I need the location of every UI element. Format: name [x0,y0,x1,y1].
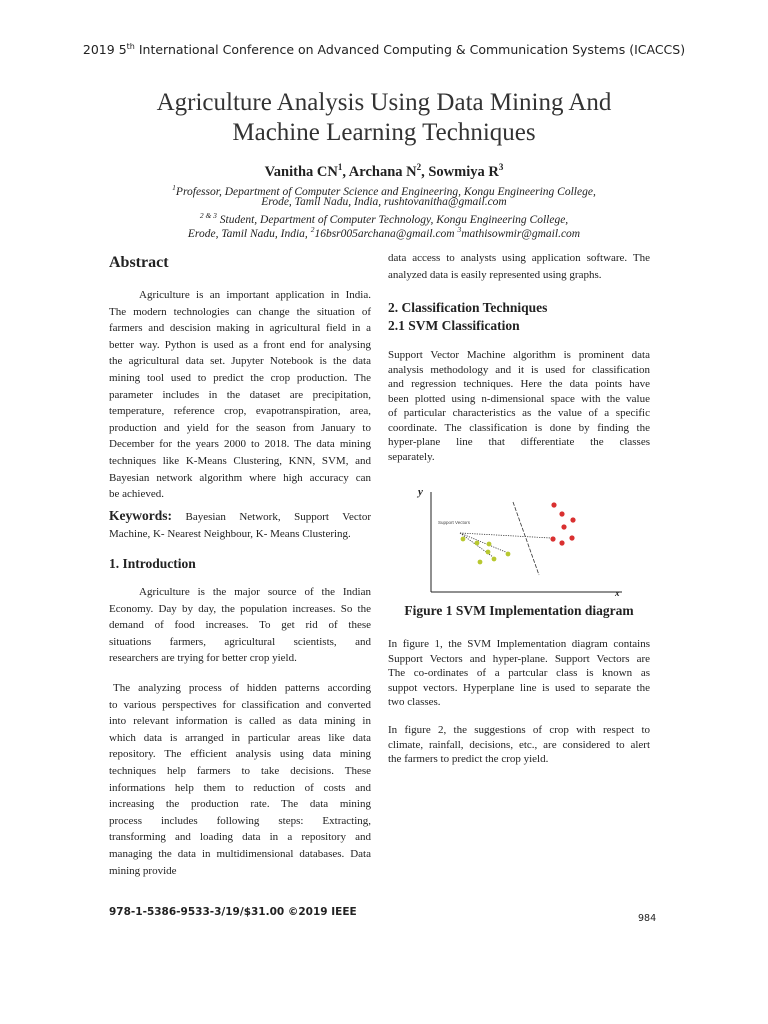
conf-name: International Conference on Advanced Computing & Communication Systems (ICACCS) [134,42,686,58]
intro-line: mining provide [109,864,177,877]
author-1-sup: 1 [337,162,343,172]
fig-line: climate, rainfall, decisions, etc., are considered to alert [388,738,650,751]
keywords-line-1 [109,508,371,526]
svm-diagram [410,482,630,597]
conf-year: 2019 5 [82,42,127,58]
hyperplane-line [513,502,539,575]
fig-line: Support Vectors and hyper-plane. Support Vectors are [388,652,650,665]
aff-3-text: Student, Department of Computer Technology, Kongu Engineering College, [216,213,569,226]
aff-1-text: Professor, Department of Computer Science and Engineering, Kongu Engineering College, [175,185,596,198]
author-1: Vanitha CN [264,163,338,180]
fig-line: two classes. [388,696,441,708]
intro-line: Economy. Day by day, the population increases. So the [109,602,371,615]
fig-line: In figure 2, the suggestions of crop with respect to [388,724,650,736]
aff-4-sup2: 2 [310,225,315,234]
fig-line: The co-ordinates of a partcular class is known as [388,667,650,679]
intro-line: The analyzing process of hidden patterns according [113,682,371,694]
svm-paragraph [388,348,650,464]
abstract-line: temperature, reference crop, evapotranspiration, area, [109,405,371,418]
title-line-2: Machine Learning Techniques [232,119,536,146]
green-point [475,541,480,546]
keywords-text-1: Bayesian Network, Support Vector [172,511,371,523]
keywords [109,508,371,543]
intro-heading: 1. Introduction [109,556,196,571]
fig-line: suppot vectors. Hyperplane line is used to separate the [388,681,650,694]
abstract-line: parameter includes in the dataset are precipitation, [109,388,371,401]
intro-line: process includes following steps: Extracting, [109,814,371,827]
footer-isbn: 978-1-5386-9533-3/19/$31.00 ©2019 IEEE [109,906,357,918]
fig-line: the farmers to predict the crop yield. [388,753,549,765]
intro-line: which data is arranged in particular areas like data [109,731,371,744]
section-2-1-heading: 2.1 SVM Classification [388,318,520,333]
abstract-line: mining tool used to predict the crop production. The [109,371,371,384]
affiliation-line-2: Erode, Tamil Nadu, India, rushtovanitha@gmail.com [261,196,507,208]
author-2-sup: 2 [416,162,422,172]
page-number: 984 [638,913,657,924]
green-point [487,542,492,547]
title-line-1: Agriculture Analysis Using Data Mining And [156,89,612,116]
green-point [478,560,483,565]
abstract-line: farmers and descision making in agricultural field in a [109,322,371,335]
aff-4-a: Erode, Tamil Nadu, India, [187,227,311,240]
intro-line: repository. The efficient analysis using data mining [109,748,371,761]
intro-line: demand of food increases. To get rid of these [109,619,371,632]
intro-paragraph-1 [109,584,371,667]
svm-line: and regression techniques. Here the data points have [388,378,650,390]
sv-arrow [460,533,551,538]
svm-line: Support Vector Machine algorithm is prominent data [388,349,650,361]
red-point [569,535,574,540]
aff-3-sup: 2 & 3 [199,211,217,220]
intro-line: researchers are trying for better crop yield. [109,652,297,665]
abstract-body [109,287,371,503]
abstract-line: Agriculture is an important application in India. [139,289,371,301]
intro-line: into relevant information is called as data mining in [109,715,371,728]
svm-line: separately. [388,450,435,463]
svm-line: of particular characteristics as the value of a specific [388,407,650,419]
svm-line: coordinate. The classification is done by finding the [388,421,650,434]
authors [0,162,768,181]
abstract-line: The modern technologies can change the situation of [109,305,371,318]
red-point [570,517,575,522]
svm-line: been plotted using n-dimensional space with the value [388,392,650,405]
conf-sup: th [126,42,135,51]
intro-paragraph-2 [109,680,371,879]
abstract-line: techniques like K-Means Clustering, KNN, SVM, and [109,454,371,467]
y-axis-label: y [418,486,423,498]
red-point [561,524,566,529]
author-3: , Sowmiya R [421,163,499,180]
abstract-line: be achieved. [109,488,164,501]
aff-1-sup: 1 [172,183,176,192]
abstract-line: December for the years 2000 to 2018. The data mining [109,438,371,451]
right-line: analyzed data is easily represented using graphs. [388,268,602,281]
intro-line: situations farmers, agricultural scientists, and [109,635,371,648]
figure-paragraph-2 [388,723,650,767]
author-3-sup: 3 [498,162,504,172]
figure-1-caption: Figure 1 SVM Implementation diagram [404,603,634,618]
right-continuation [388,250,650,283]
red-point [559,511,564,516]
author-2: , Archana N [342,163,417,180]
support-vectors-label: Support Vectors [438,520,471,525]
keywords-label: Keywords: [109,508,172,523]
green-point [461,537,466,542]
intro-line: to various perspectives for classification and converted [109,698,371,711]
abstract-line: the agricultural data set. Jupyter Notebook is the data [109,355,371,368]
green-point-support [492,557,497,562]
paper-title [60,88,708,148]
aff-4-email3: mathisowmir@gmail.com [461,227,581,240]
intro-line: Agriculture is the major source of the Indian [139,586,371,598]
abstract-line: better way. Python is used as a front end for analysing [109,338,371,351]
abstract-line: production and yield for the season from January to [109,421,371,434]
abstract-line: Bayesian network algorithm where high accuracy can [109,471,371,484]
fig-line: In figure 1, the SVM Implementation diagram contains [388,638,650,650]
keywords-line-2: Machine, K- Nearest Neighbour, K- Means Clustering. [109,528,351,540]
intro-line: informations help them to reduction of costs and [109,781,371,794]
red-point [559,540,564,545]
svm-line: hyper-plane line that differentiate the classes [388,436,650,448]
red-point [551,502,556,507]
affiliation-line-4 [0,223,768,241]
intro-line: increasing the production rate. The data mining [109,798,371,811]
x-axis-label: x [615,588,620,597]
intro-line: managing the data in multidimensional databases. Data [109,847,371,860]
section-2-heading: 2. Classification Techniques [388,300,548,315]
conference-header [0,42,768,57]
aff-4-email2: 16bsr005archana@gmail.com [314,227,458,240]
aff-4-sup3: 3 [457,225,462,234]
figure-paragraph-1 [388,637,650,710]
right-line: data access to analysts using application software. The [388,252,650,264]
svm-line: analysis methodology and it is used for classification [388,363,650,376]
intro-line: transforming and loading data in a repository and [109,831,371,844]
intro-line: techniques help farmers to take decisions. These [109,764,371,777]
green-point-support [506,552,511,557]
abstract-heading: Abstract [109,254,169,271]
green-point [486,550,491,555]
red-point-support [550,536,555,541]
